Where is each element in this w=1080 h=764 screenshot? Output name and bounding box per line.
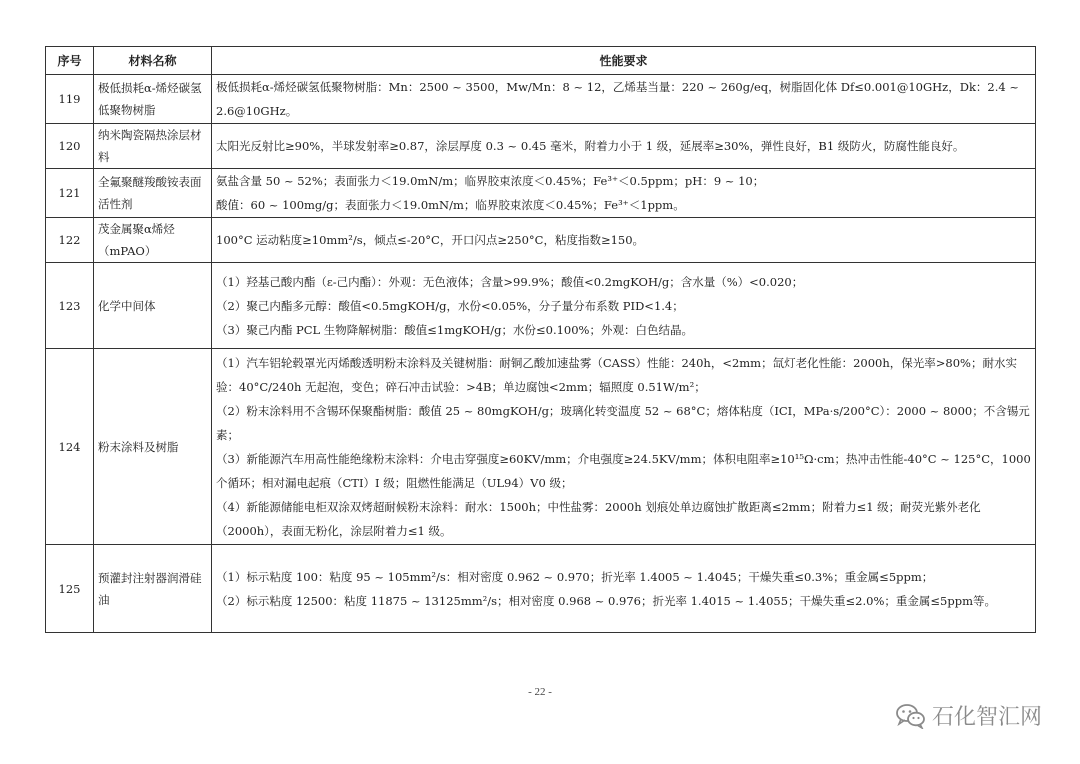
materials-table	[45, 46, 1036, 633]
table-body	[46, 75, 1036, 633]
requirement-line: 酸值：60 ~ 100mg/g；表面张力＜19.0mN/m；临界胶束浓度＜0.45%；Fe³⁺＜1ppm。	[216, 198, 685, 212]
table-row	[46, 124, 1036, 169]
cell-material-name: 全氟聚醚羧酸铵表面活性剂	[94, 169, 212, 218]
cell-no: 123	[46, 263, 94, 349]
cell-requirements	[212, 218, 1036, 263]
cell-material-name: 粉末涂料及树脂	[94, 349, 212, 545]
cell-no: 122	[46, 218, 94, 263]
cell-requirements	[212, 349, 1036, 545]
requirement-line: （2）标示粘度 12500：粘度 11875 ~ 13125mm²/s；相对密度 0.968 ~ 0.976；折光率 1.4015 ~ 1.4055；干燥失重≤2.0%；重金属≤5ppm等。	[216, 593, 996, 608]
requirement-line: 太阳光反射比≥90%，半球发射率≥0.87，涂层厚度 0.3 ~ 0.45 毫米，附着力小于 1 级，延展率≥30%，弹性良好，B1 级防火，防腐性能良好。	[216, 139, 965, 153]
requirement-line: （4）新能源储能电柜双涂双烤超耐候粉末涂料：耐水：1500h；中性盐雾：2000h 划痕处单边腐蚀扩散距离≤2mm；附着力≤1 级；耐荧光紫外老化（2000h），表面无粉化，涂层附着力≤1 级。	[216, 499, 981, 538]
header-no: 序号	[46, 47, 94, 75]
requirement-line: 氨盐含量 50 ~ 52%；表面张力＜19.0mN/m；临界胶束浓度＜0.45%；Fe³⁺＜0.5ppm；pH：9 ~ 10；	[216, 174, 765, 188]
cell-no: 124	[46, 349, 94, 545]
table-row	[46, 545, 1036, 633]
requirement-line: （3）新能源汽车用高性能绝缘粉末涂料：介电击穿强度≥60KV/mm；介电强度≥24.5KV/mm；体积电阻率≥10¹⁵Ω·cm；热冲击性能-40°C ~ 125°C，1000 个循环；相对漏电起痕（CTI）I 级；阻燃性能满足（UL94）V0 级；	[216, 451, 1031, 490]
cell-no: 125	[46, 545, 94, 633]
requirement-line: （1）标示粘度 100：粘度 95 ~ 105mm²/s：相对密度 0.962 ~ 0.970；折光率 1.4005 ~ 1.4045；干燥失重≤0.3%；重金属≤5ppm；	[216, 569, 934, 584]
cell-requirements	[212, 75, 1036, 124]
cell-material-name: 茂金属聚α烯烃（mPAO）	[94, 218, 212, 263]
page-number: - 22 -	[528, 686, 552, 698]
wechat-icon	[896, 703, 926, 729]
table-row	[46, 75, 1036, 124]
requirement-line: （1）羟基己酸内酯（ε-己内酯）：外观：无色液体；含量>99.9%；酸值<0.2mgKOH/g；含水量（%）<0.020；	[216, 274, 804, 289]
cell-material-name: 预灌封注射器润滑硅油	[94, 545, 212, 633]
requirement-line: （3）聚己内酯 PCL 生物降解树脂：酸值≤1mgKOH/g；水份≤0.100%；外观：白色结晶。	[216, 322, 693, 337]
table-row	[46, 263, 1036, 349]
watermark-text: 石化智汇网	[931, 705, 1042, 730]
header-name: 材料名称	[94, 47, 212, 75]
cell-requirements	[212, 263, 1036, 349]
cell-requirements	[212, 169, 1036, 218]
watermark	[896, 700, 1042, 731]
requirement-line: 100°C 运动粘度≥10mm²/s，倾点≤-20°C，开口闪点≥250°C，粘度指数≥150。	[216, 233, 645, 247]
table-row	[46, 349, 1036, 545]
header-requirements: 性能要求	[212, 47, 1036, 75]
table-row	[46, 169, 1036, 218]
table-header-row	[46, 47, 1036, 75]
requirement-line: （2）聚己内酯多元醇：酸值<0.5mgKOH/g，水份<0.05%，分子量分布系数 PID<1.4；	[216, 298, 684, 313]
requirement-line: （1）汽车铝轮毂罩光丙烯酸透明粉末涂料及关键树脂：耐铜乙酸加速盐雾（CASS）性能：240h，<2mm；氙灯老化性能：2000h，保光率>80%；耐水实验：40°C/240h 无起泡，变色；碎石冲击试验：>4B；单边腐蚀<2mm；辐照度 0.51W/m²；	[216, 355, 1017, 394]
requirement-line: 极低损耗α-烯烃碳氢低聚物树脂：Mn：2500 ~ 3500，Mw/Mn：8 ~ 12，乙烯基当量：220 ~ 260g/eq，树脂固化体 Df≤0.001@10GHz，Dk：2.4 ~ 2.6@10GHz。	[216, 80, 1019, 118]
cell-requirements	[212, 545, 1036, 633]
cell-material-name: 极低损耗α-烯烃碳氢低聚物树脂	[94, 75, 212, 124]
cell-material-name: 化学中间体	[94, 263, 212, 349]
cell-requirements	[212, 124, 1036, 169]
cell-no: 119	[46, 75, 94, 124]
requirement-line: （2）粉末涂料用不含锡环保聚酯树脂：酸值 25 ~ 80mgKOH/g；玻璃化转变温度 52 ~ 68°C；熔体粘度（ICI，MPa·s/200°C）：2000 ~ 8000；不含锡元素；	[216, 403, 1030, 442]
table-row	[46, 218, 1036, 263]
cell-no: 121	[46, 169, 94, 218]
cell-no: 120	[46, 124, 94, 169]
cell-material-name: 纳米陶瓷隔热涂层材料	[94, 124, 212, 169]
